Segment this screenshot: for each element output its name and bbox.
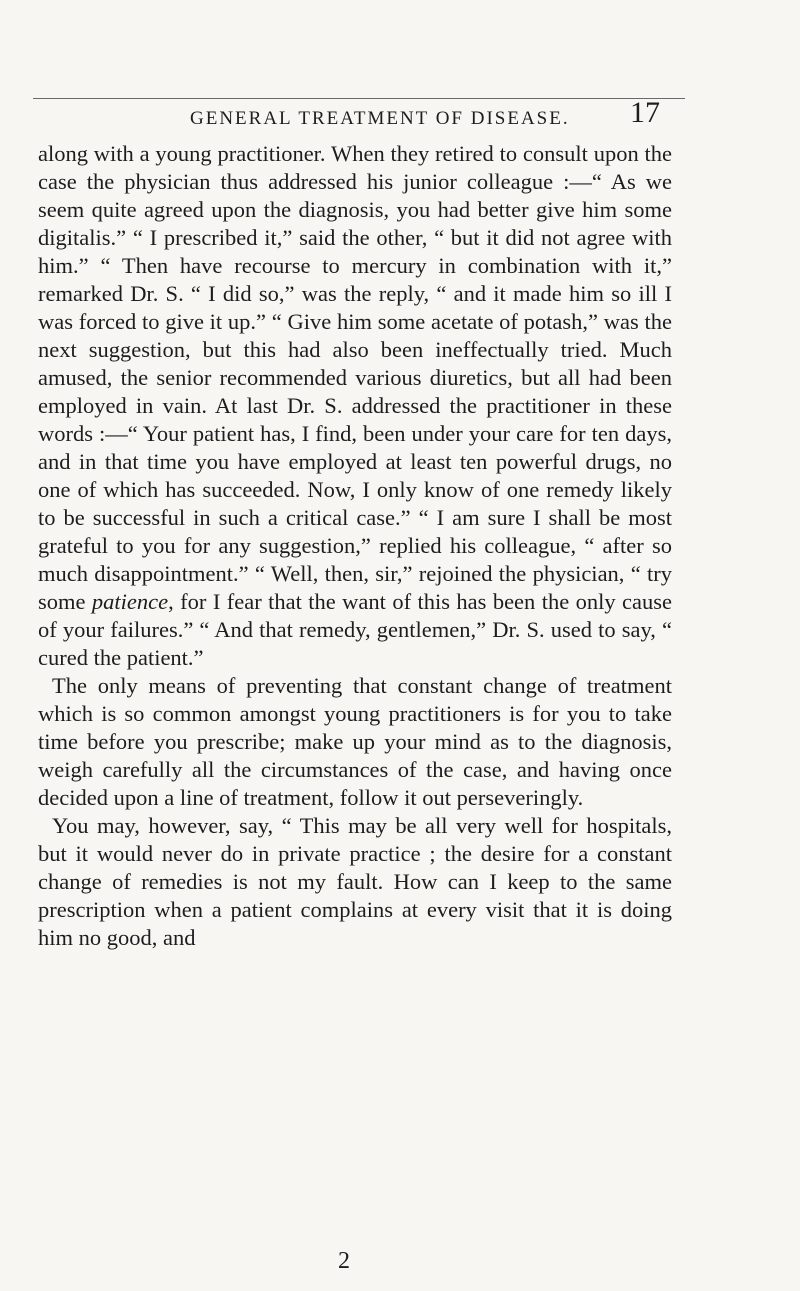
paragraph-3: You may, however, say, “ This may be all very well for hospitals, but it would never do in private practice ; the desire for a constant change of remedies is not my fault. How can I keep to the same prescription when a patient complains at every visit that it is doing him no good, and: [38, 813, 672, 950]
paragraph-1-text-a: along with a young practitioner. When they retired to consult upon the case the physician thus addressed his junior colleague :—“ As we seem quite agreed upon the diagnosis, you had better give him some digitalis.” “ I prescribed it,” said the other, “ but it did not agree with him.” “ Then have recourse to mercury in combination with it,” remarked Dr. S. “ I did so,” was the reply, “ and it made him so ill I was forced to give it up.” “ Give him some acetate of potash,” was the next suggestion, but this had also been ineffectually tried. Much amused, the senior recommended various diuretics, but all had been employed in vain. At last Dr. S. addressed the practitioner in these words :—“ Your patient has, I find, been under your care for ten days, and in that time you have employed at least ten powerful drugs, no one of which has succeeded. Now, I only know of one remedy likely to be successful in such a critical case.” “ I am sure I shall be most grateful to you for any suggestion,” replied his colleague, “ after so much disappointment.” “ Well, then, sir,” rejoined the physician, “ try some: [38, 141, 672, 614]
running-title: GENERAL TREATMENT OF DISEASE.: [190, 108, 570, 129]
body-text: [38, 140, 672, 952]
emphasis-patience: patience: [91, 589, 169, 614]
header-rule: [33, 98, 685, 99]
signature-mark: 2: [338, 1248, 350, 1274]
page-number: 17: [630, 96, 660, 129]
paragraph-1: [38, 140, 672, 672]
paragraph-1-text-b: , for I fear that the want of this has been the only cause of your failures.” “ And that remedy, gentlemen,” Dr. S. used to say, “ cured the patient.”: [38, 589, 672, 670]
paragraph-2: The only means of preventing that constant change of treatment which is so common amongst young practitioners is for you to take time before you prescribe; make up your mind as to the diagnosis, weigh carefully all the circumstances of the case, and having once decided upon a line of treatment, follow it out perseveringly.: [38, 673, 672, 810]
